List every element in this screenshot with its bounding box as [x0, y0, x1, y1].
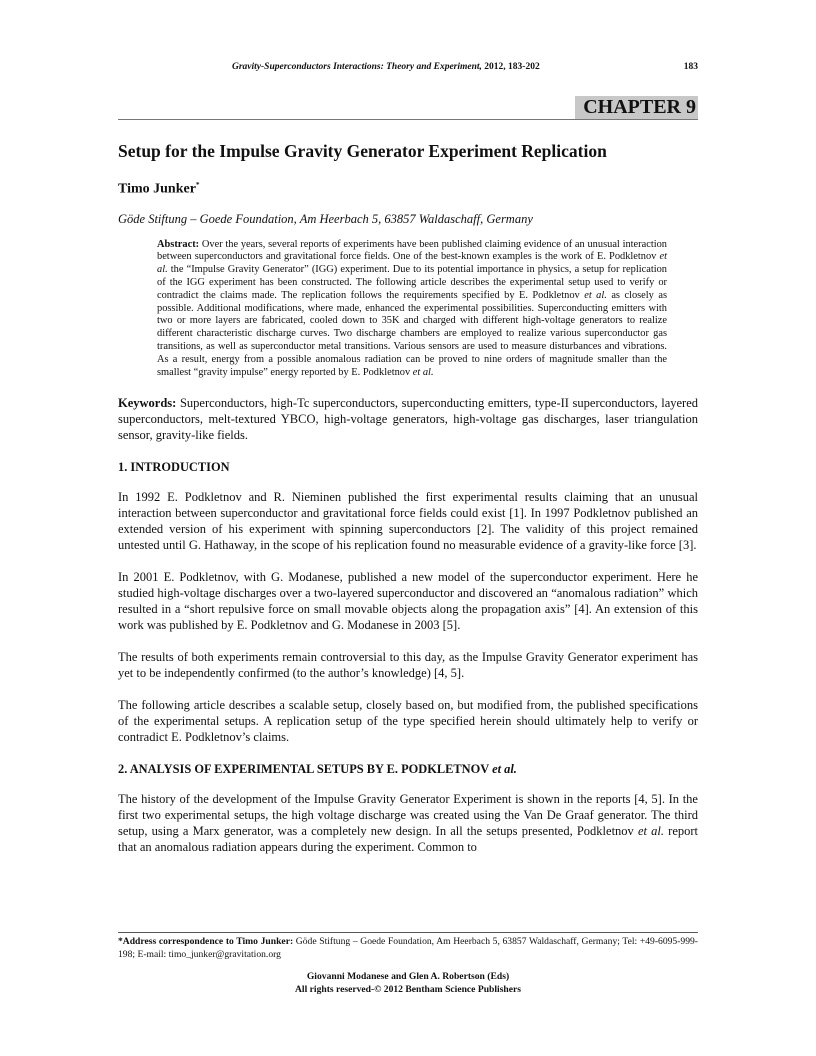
- paragraph: The following article describes a scalable setup, closely based on, but modified from, the published specifications of the experimental setups. A replication setup of the type specified herein should ultimately help to verify or contradict E. Podkletnov’s claims.: [118, 698, 698, 745]
- footnote-label: *Address correspondence to Timo Junker:: [118, 936, 294, 947]
- paragraph-text: The history of the development of the Impulse Gravity Generator Experiment is shown in the reports [4, 5]. In the first two experimental setups, the high voltage discharge was created using the Van De Graaf generator. The third setup, using a Marx generator, was a completely new design. In all the setups presented, Podkletnov: [118, 792, 698, 839]
- copyright: All rights reserved-© 2012 Bentham Science Publishers: [294, 983, 522, 995]
- section-heading-introduction: 1. INTRODUCTION: [118, 460, 230, 475]
- author-name: Timo Junker: [118, 181, 196, 197]
- page-content: [118, 62, 698, 855]
- journal-year-pages: 2012, 183-202: [481, 62, 540, 72]
- journal-title: Gravity-Superconductors Interactions: Theory and Experiment,: [232, 62, 482, 72]
- abstract-text: the “Impulse Gravity Generator” (IGG) experiment. Due to its potential importance in physics, a setup for replication of the IGG experiment has been constructed. The following article describes the experimental setup used to verify or contradict the claims made. The replication follows the requirements specified by E. Podkletnov: [157, 264, 667, 301]
- editors: Giovanni Modanese and Glen A. Robertson (Eds): [306, 971, 510, 982]
- abstract-text: Over the years, several reports of experiments have been published claiming evidence of an unusual interaction between superconductors and gravitational force fields. One of the best-known examples is the work of E. Podkletnov: [157, 238, 667, 263]
- footnote-text: Göde Stiftung – Goede Foundation, Am Heerbach 5, 63857 Waldaschaff, Germany; Tel: +49-6095-999-198; E-mail: timo_junker@gravitation.org: [118, 936, 698, 960]
- paragraph: The results of both experiments remain controversial to this day, as the Impulse Gravity Generator experiment has yet to be independently confirmed (to the author’s knowledge) [4, 5].: [118, 650, 698, 681]
- keywords-label: Keywords:: [118, 396, 177, 411]
- paragraph: In 2001 E. Podkletnov, with G. Modanese, published a new model of the superconductor experiment. Here he studied high-voltage discharges over a two-layered superconductor and discovered an “anomalous radiation” which resulted in a “short repulsive force on small movable objects along the propagation axis” [4]. An extension of this work was published by E. Podkletnov and G. Modanese in 2003 [5].: [118, 570, 698, 633]
- section-heading-analysis: [118, 761, 698, 777]
- abstract: [157, 239, 667, 380]
- heading-text: 2. ANALYSIS OF EXPERIMENTAL SETUPS BY E. PODKLETNOV: [118, 762, 493, 777]
- footnote-area: [118, 932, 698, 996]
- article-title: Setup for the Impulse Gravity Generator Experiment Replication: [118, 141, 607, 161]
- running-header: [118, 62, 698, 76]
- author-footnote-mark: *: [195, 181, 200, 189]
- publisher-info: [118, 971, 698, 996]
- footnote: [118, 936, 698, 961]
- paragraph: [118, 791, 698, 855]
- abstract-text: as closely as possible. Additional modifications, where made, enhanced the experimental possibilities. Superconducting emitters with two or more layers are fabricated, cooled down to 35K and charged with different high-voltage generators to realize different characteristic discharge curves. Two discharge chambers are employed to realize various superconductor gas transitions, as well as superconductor metal transitions. Various sensors are used to measure disturbances and vibrations. As a result, energy from a possible anomalous radiation can be proved to nine orders of magnitude smaller than the smallest “gravity impulse” energy reported by E. Podkletnov: [157, 289, 668, 378]
- keywords-text: Superconductors, high-Tc superconductors, superconducting emitters, type-II superconductors, layered superconductors, melt-textured YBCO, high-voltage generators, high-voltage gas discharges, laser triangulation sensor, gravity-like fields.: [118, 396, 698, 443]
- journal-citation: [232, 62, 540, 72]
- heading-etal: et al.: [492, 762, 517, 777]
- abstract-label: Abstract:: [157, 238, 200, 250]
- author: [118, 176, 698, 199]
- chapter-bar: [118, 96, 698, 120]
- keywords: [118, 395, 698, 443]
- affiliation: Göde Stiftung – Goede Foundation, Am Heerbach 5, 63857 Waldaschaff, Germany: [118, 211, 533, 226]
- abstract-etal: et al.: [412, 366, 434, 378]
- abstract-etal: et al.: [584, 289, 607, 301]
- paragraph-etal: et al.: [637, 824, 664, 839]
- page-number: 183: [683, 62, 698, 72]
- chapter-label: CHAPTER 9: [575, 96, 698, 119]
- abstract-etal: et al.: [157, 251, 667, 276]
- paragraph-text: report that an anomalous radiation appears during the experiment. Common to: [118, 824, 698, 855]
- paragraph: In 1992 E. Podkletnov and R. Nieminen published the first experimental results claiming that an unusual interaction between superconductor and gravitational force fields could exist [1]. In 1997 Podkletnov published an extended version of his experiment with spinning superconductors [2]. The validity of this project remained untested until G. Hathaway, in the scope of his replication found no measurable evidence of a gravity-like force [3].: [118, 490, 698, 553]
